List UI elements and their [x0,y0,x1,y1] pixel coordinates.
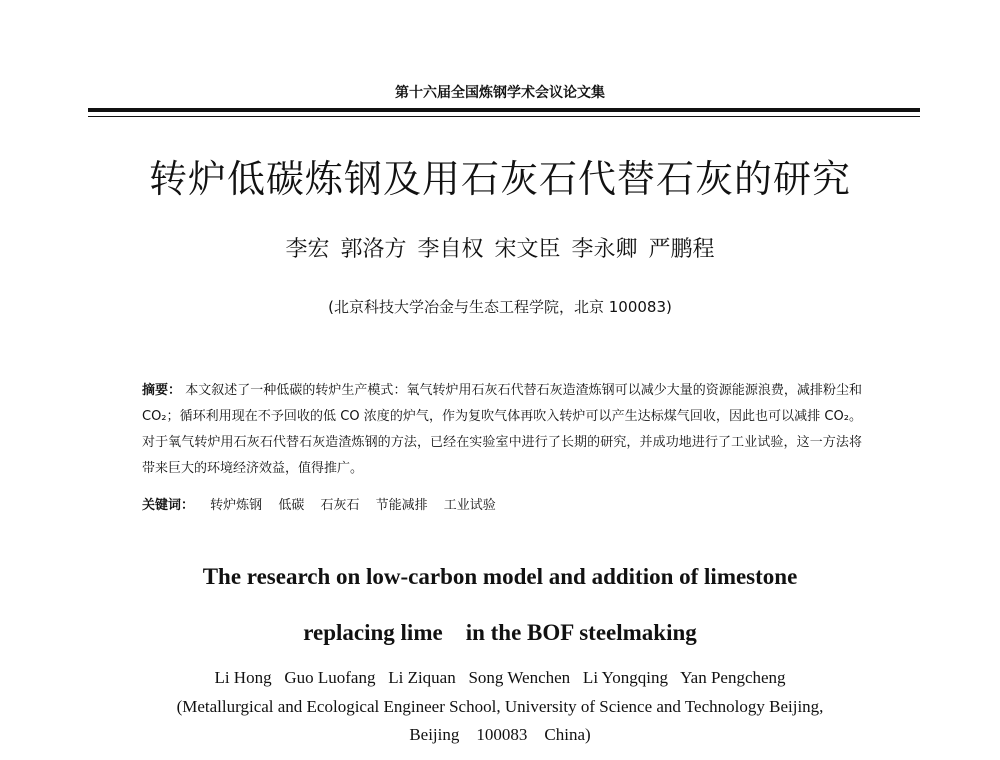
header-rule-thin [88,116,920,117]
english-affiliation-line-1: (Metallurgical and Ecological Engineer School, University of Science and Technology Beijing, [176,697,824,716]
chinese-authors: 李宏 郭洛方 李自权 宋文臣 李永卿 严鹏程 [285,237,715,262]
running-header: 第十六届全国炼钢学术会议论文集 [395,85,605,101]
keyword: 节能减排 [375,498,428,513]
header-rule-thick [88,108,920,112]
keyword: 转炉炼钢 [210,498,263,513]
keywords-label: 关键词： [142,498,195,513]
english-authors: Li Hong Guo Luofang Li Ziquan Song Wenchen Li Yongqing Yan Pengcheng [214,668,786,687]
english-affiliation-line-2: Beijing 100083 China) [409,725,591,744]
english-title-line-2: replacing lime in the BOF steelmaking [303,620,697,645]
keyword: 石灰石 [320,498,360,513]
english-title-line-1: The research on low-carbon model and addition of limestone [202,564,798,589]
keyword: 工业试验 [443,498,496,513]
chinese-affiliation: (北京科技大学冶金与生态工程学院，北京 100083) [328,298,672,316]
abstract-text: 本文叙述了一种低碳的转炉生产模式：氧气转炉用石灰石代替石灰造渣炼钢可以减少大量的资源能源浪费，减排粉尘和 CO₂；循环利用现在不予回收的低 CO 浓度的炉气，作为复吹气体再吹入转炉可以产生达标煤气回收，因此也可以减排 CO₂。对于氧气转炉用石灰石代替石灰造渣炼钢的方法，已经在实验室中进行了长期的研究，并成功地进行了工业试验，这一方法将带来巨大的环境经济效益，值得推广。 [142,383,862,476]
keywords [142,494,862,513]
keyword: 低碳 [278,498,305,513]
abstract [142,378,862,482]
abstract-label: 摘要： [142,383,182,398]
chinese-title: 转炉低碳炼钢及用石灰石代替石灰的研究 [148,157,851,201]
